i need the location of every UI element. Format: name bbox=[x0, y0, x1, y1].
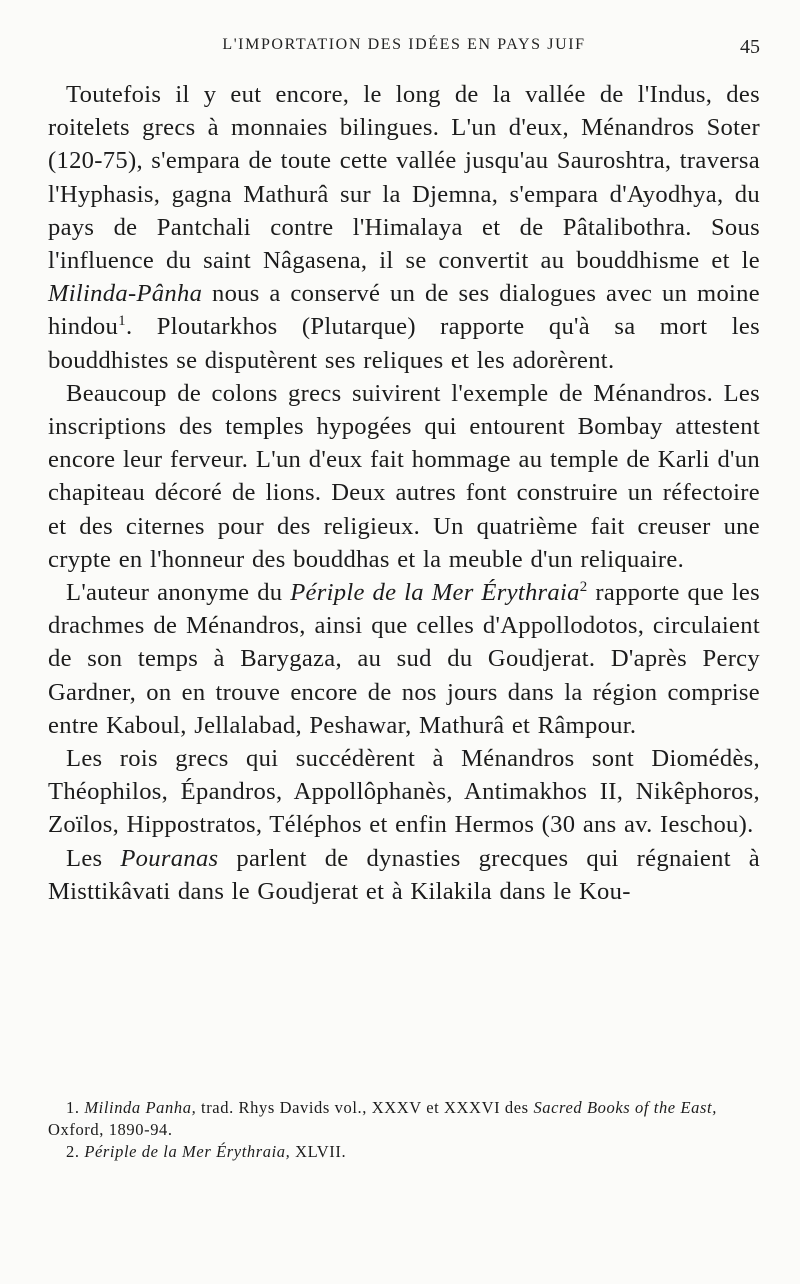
body-text bbox=[48, 78, 760, 908]
footnote-number: 1. bbox=[66, 1098, 80, 1117]
paragraph-text: Les rois grecs qui succédèrent à Ménandros sont Diomédès, Théophilos, Épandros, Appollôphanès, Antimakhos II, Nikêphoros, Zoïlos, Hippostratos, Téléphos et enfin Hermos (30 ans av. Ieschou). bbox=[48, 745, 760, 839]
paragraph-text: Beaucoup de colons grecs suivirent l'exemple de Ménandros. Les inscriptions des temples hypogées qui entourent Bombay attestent encore leur ferveur. L'un d'eux fait hommage au temple de Karli d'un chapiteau décoré de lions. Deux autres font construire un réfectoire et des citernes pour des religieux. Un quatrième fait creuser une crypte en l'honneur des bouddhas et la meuble d'un reliquaire. bbox=[48, 379, 760, 573]
work-title: Milinda-Pânha bbox=[48, 280, 203, 308]
paragraph-4 bbox=[48, 742, 760, 842]
footnote-number: 2. bbox=[66, 1142, 80, 1161]
footnote-1 bbox=[48, 1097, 760, 1141]
footnote-text: XLVII. bbox=[290, 1142, 347, 1161]
footnote-ref: 2 bbox=[579, 579, 588, 596]
paragraph-text: Toutefois il y eut encore, le long de la vallée de l'Indus, des roitelets grecs à monnaies bilingues. L'un d'eux, Ménandros Soter (120-75), s'empara de toute cette vallée jusqu'au Sauroshtra, traversa l'Hyphasis, gagna Mathurâ sur la Djemna, s'empara d'Ayodhya, du pays de Pantchali contre l'Himalaya et de Pâtalibothra. Sous l'influence du saint Nâgasena, il se convertit au bouddhisme et le bbox=[48, 81, 760, 275]
paragraph-text: rapporte que les drachmes de Ménandros, ainsi que celles d'Appollodotos, circulaient de son temps à Barygaza, au sud du Goudjerat. D'après Percy Gardner, on en trouve encore de nos jours dans la région comprise entre Kaboul, Jellalabad, Peshawar, Mathurâ et Râmpour. bbox=[48, 579, 760, 739]
running-title: L'IMPORTATION DES IDÉES EN PAYS JUIF bbox=[222, 36, 586, 53]
footnote-title: Périple de la Mer Érythraia, bbox=[84, 1142, 291, 1161]
paragraph-text: nous a conservé un de ses dialogues avec un moine hindou bbox=[48, 280, 760, 341]
paragraph-text: L'auteur anonyme du bbox=[66, 579, 291, 607]
paragraph-text: Les bbox=[66, 844, 121, 872]
paragraph-text: . Ploutarkhos (Plutarque) rapporte qu'à sa mort les bouddhistes se disputèrent ses reliques et les adorèrent. bbox=[48, 313, 760, 374]
page-number: 45 bbox=[740, 36, 760, 58]
paragraph-2 bbox=[48, 377, 760, 576]
footnote-title: Sacred Books of the East, bbox=[533, 1098, 717, 1117]
work-title: Pouranas bbox=[120, 844, 219, 872]
footnote-2 bbox=[48, 1141, 760, 1163]
running-head bbox=[48, 36, 760, 60]
work-title: Périple de la Mer Érythraia bbox=[290, 579, 580, 607]
paragraph-3 bbox=[48, 576, 760, 742]
footnote-text: Oxford, 1890-94. bbox=[48, 1120, 173, 1139]
paragraph-1 bbox=[48, 78, 760, 377]
footnotes bbox=[48, 1097, 760, 1163]
footnote-text: trad. Rhys Davids vol., XXXV et XXXVI des bbox=[196, 1098, 534, 1117]
footnote-ref: 1 bbox=[118, 313, 126, 330]
paragraph-5 bbox=[48, 842, 760, 908]
footnote-title: Milinda Panha, bbox=[84, 1098, 197, 1117]
paragraph-text: parlent de dynasties grecques qui régnaient à Misttikâvati dans le Goudjerat et à Kilakila dans le Kou- bbox=[48, 844, 760, 905]
